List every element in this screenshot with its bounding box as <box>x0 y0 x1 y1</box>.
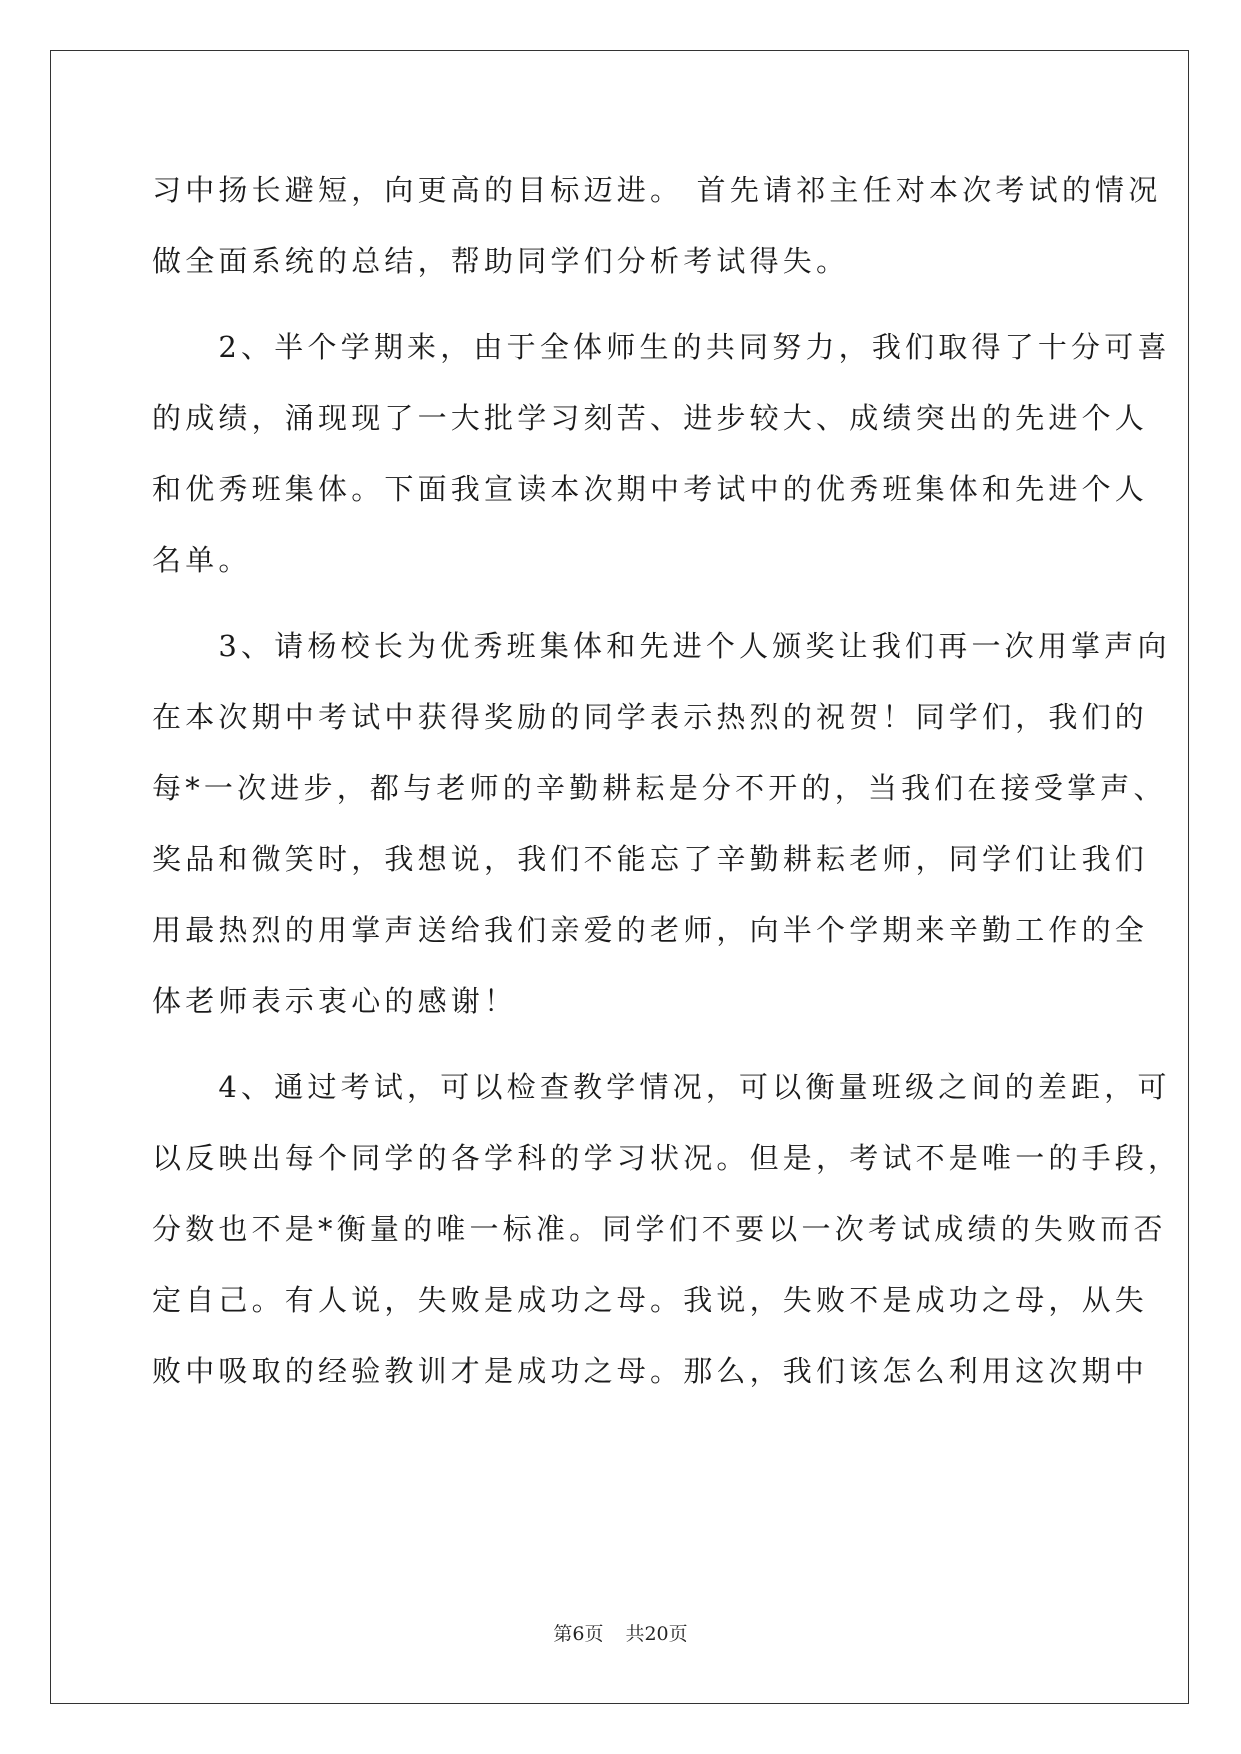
text-line: 在本次期中考试中获得奖励的同学表示热烈的祝贺！同学们，我们的 <box>152 700 1149 734</box>
text-line: 定自己。有人说，失败是成功之母。我说，失败不是成功之母，从失 <box>152 1283 1149 1317</box>
text-line: 习中扬长避短，向更高的目标迈进。 首先请祁主任对本次考试的情况 <box>152 173 1162 207</box>
page-footer <box>0 1622 1241 1646</box>
text-line: 奖品和微笑时，我想说，我们不能忘了辛勤耕耘老师，同学们让我们 <box>152 842 1149 876</box>
text-line: 分数也不是*衡量的唯一标准。同学们不要以一次考试成绩的失败而否 <box>152 1212 1167 1246</box>
text-line: 体老师表示衷心的感谢！ <box>152 984 518 1018</box>
text-line: 和优秀班集体。下面我宣读本次期中考试中的优秀班集体和先进个人 <box>152 472 1149 506</box>
page-total: 共20页 <box>625 1623 688 1645</box>
text-line: 以反映出每个同学的各学科的学习状况。但是，考试不是唯一的手段， <box>152 1141 1182 1175</box>
page-number: 第6页 <box>553 1623 604 1645</box>
text-line: 用最热烈的用掌声送给我们亲爱的老师，向半个学期来辛勤工作的全 <box>152 913 1149 947</box>
text-line: 4、通过考试，可以检查教学情况，可以衡量班级之间的差距，可 <box>152 1070 1171 1104</box>
text-line: 每*一次进步，都与老师的辛勤耕耘是分不开的，当我们在接受掌声、 <box>152 771 1167 805</box>
text-line: 3、请杨校长为优秀班集体和先进个人颁奖让我们再一次用掌声向 <box>152 629 1171 663</box>
text-line: 做全面系统的总结，帮助同学们分析考试得失。 <box>152 244 850 278</box>
text-line: 败中吸取的经验教训才是成功之母。那么，我们该怎么利用这次期中 <box>152 1354 1149 1388</box>
text-line: 的成绩，涌现现了一大批学习刻苦、进步较大、成绩突出的先进个人 <box>152 401 1149 435</box>
text-line: 2、半个学期来，由于全体师生的共同努力，我们取得了十分可喜 <box>152 330 1171 364</box>
text-line: 名单。 <box>152 543 252 577</box>
